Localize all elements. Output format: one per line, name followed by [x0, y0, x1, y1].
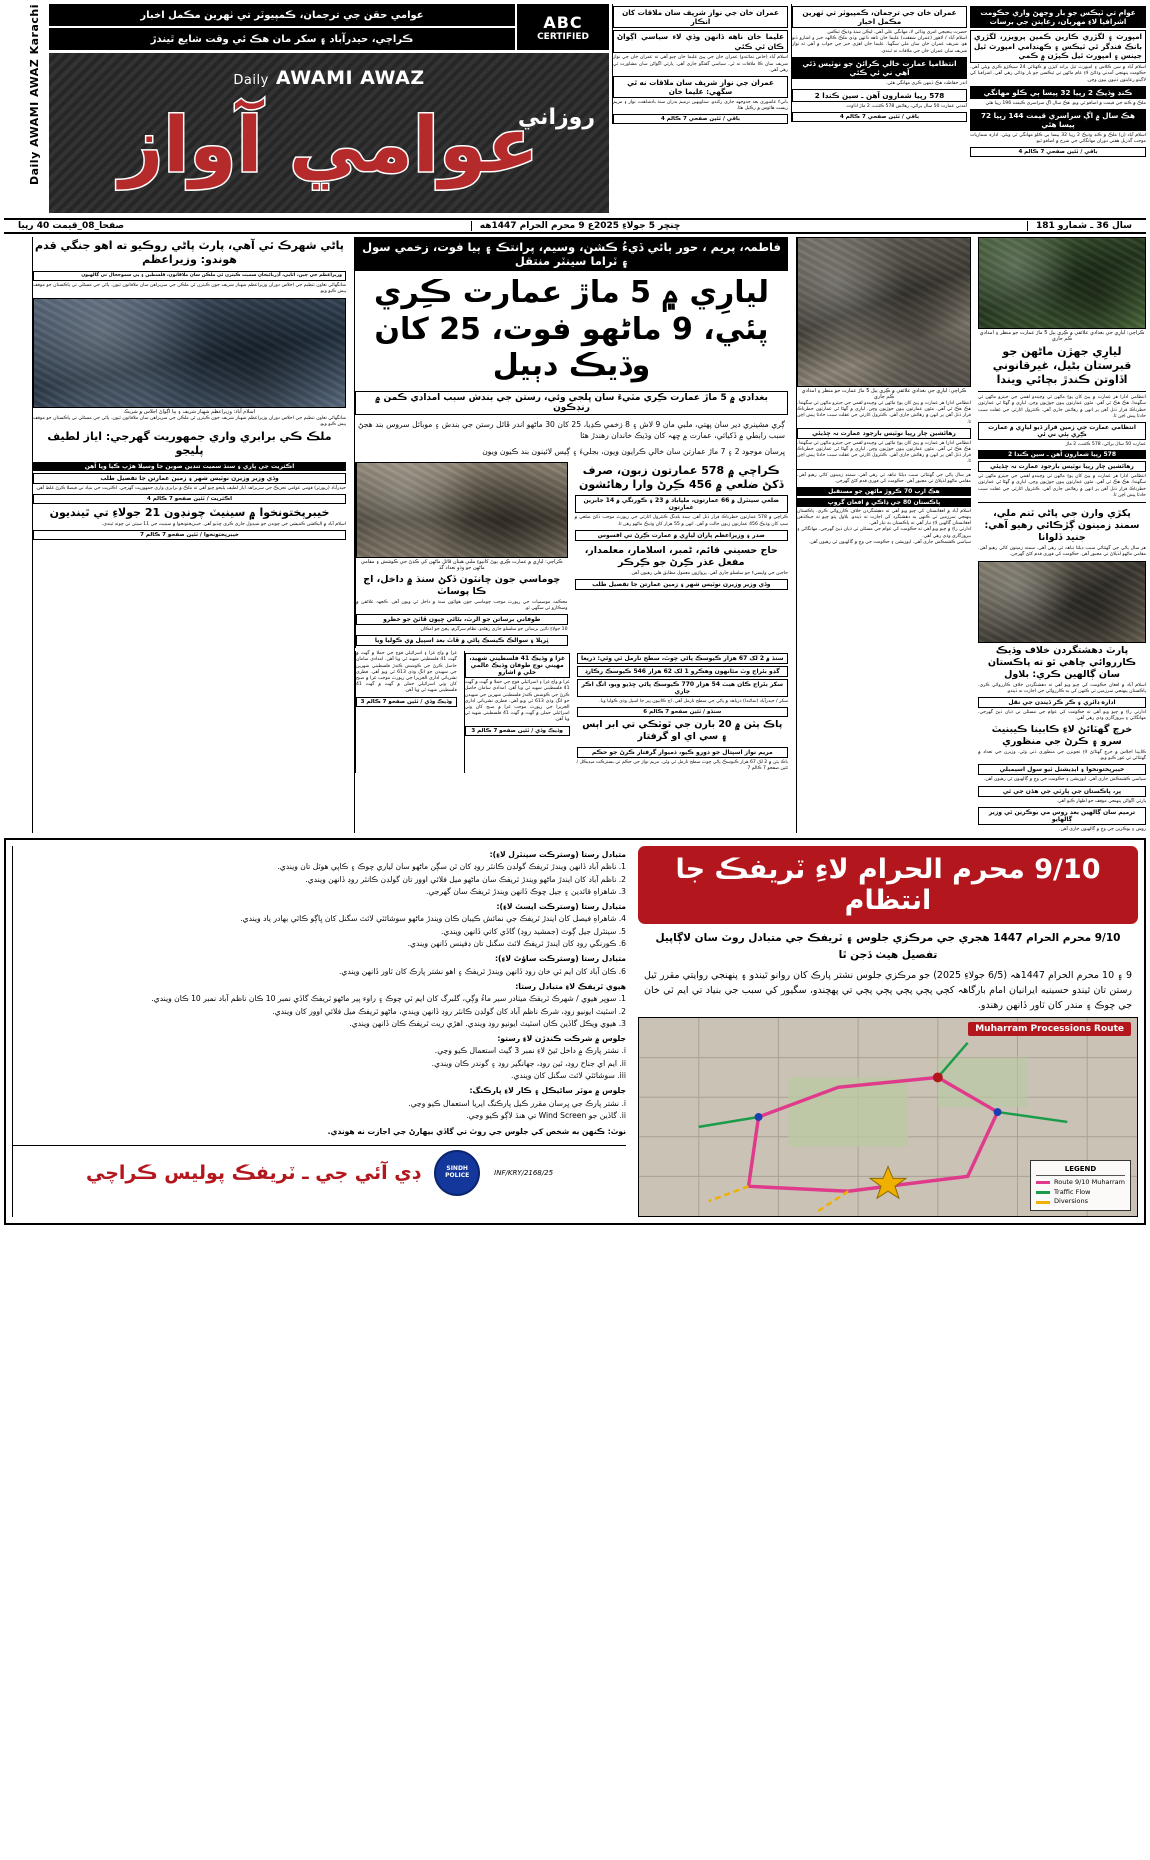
brief-body: اسلام آباد / لاهور (عمران شفقت) عليما خان ناهه ڏانهن وڏي ملڪ ڪالهہ خبر و اشارو ڏنو هو. شريف عمران خان سان ملي سگهيا. عليما خان اهڙي خبر جي جواب ۾ آهي ته نواز شريف سان عمران خان جي ملاقات نه ٿيندي. — [792, 36, 967, 54]
gaza-reference: وڌيڪ وڌي / ٽئين صفحو 7 ڪالم 3 — [465, 726, 570, 736]
brief-title: عمران خان جي نواز شريف سان ملاقات کان انڪار — [613, 6, 788, 28]
liari-bar-1: انتظامي عمارت جي زمين قرار ڏيو ليارِي ۾ عمارت ڪِري ٻئي ني ئي — [978, 422, 1146, 440]
traffic-note: نوٽ: ڪنهن به شخص کي جلوس جي روٽ تي گاڏي بيهارڻ جي اجازت نه هوندي. — [327, 1127, 626, 1137]
column-extra-body: هر سال پاڻي جي گهٽتائي سبب ڊيلٽا تباهہ ٿي رهي آهي. سمنڊ زمينون کائي رهيو آهي. مقامي ماڻهو لڏپلاڻ تي مجبور آهن. حڪومت کي فوري قدم کڻڻ گهرجن. — [797, 472, 971, 484]
mid-story-0-bar: صدر ۽ وزيراعظم پاران ليارِي ۾ عمارت ڪِرڻ تي افسوس — [575, 530, 789, 541]
water-gaza-row — [355, 651, 788, 772]
column-7-head: ترميم سان ڳالهين بعد روس مي يوڪرين ٿي وزير ڳالهايو — [978, 807, 1146, 825]
brief-title: عوام تي ٽيڪس جو بار وجهڻ واري حڪومت اشرافيا لاءِ مهربان، رعايتن جي برسات — [970, 6, 1146, 28]
traffic-section-5-title: جلوس ۾ موٽر سائيڪل ۽ ڪار لاءِ پارڪنگ: — [469, 1086, 626, 1096]
gaza-body: غزا ۾ واج غزا ۽ اسرائيلي فوج جي حملا ۾ گهٽ ۾ گهٽ 41 فلسطيني شهيد ٿي ويا آهن. امدادي سامان حاصل ڪرڻ جي ڪوشش ڪندڙ فلسطيني شهرين جي شهيدن جو انگ وڌي 613 ٿي ويو آهي. قطري نشرياتي اداري الجزيرا جي رپورٽ موجب غزا ۾ صبح کان وٺي اسرائيلي حملن ۾ گهٽ ۾ گهٽ 41 فلسطيني شهيد ٿي ويا آهن. — [464, 680, 570, 723]
header-brief-1 — [791, 4, 967, 122]
map-legend — [1030, 1160, 1131, 1211]
right-story-0-body-cont: شانگهائي تعاون تنظيم جي اجلاس دوران وزيراعظم شهباز شريف جون ڪيترن ئي ملڪن جي سربراهن سان ملاقاتون ٿيون. پاڻي جي مسئلي تي پاڪستان جو موقف پيش ڪيو ويو. — [33, 416, 346, 428]
header-brief-2 — [612, 4, 788, 124]
legend-swatch-diversions — [1036, 1201, 1050, 1204]
column-5-head: خيبرپختونخوا ۽ ايڊيشنل ٿيو سول اسيمبلي — [978, 764, 1146, 775]
brief-subtitle: حضرت ينجيجي امري وڏائي لا، مهانگي علي آهي. ليڪن سنڌ وڌيڪ ٽيڪس — [827, 30, 967, 35]
column-2-body: اسلام آباد ۾ افغان حڪومت کي چيو ويو آهي ته دهشتگردن خلاف ڪارروائي ڪري. پاڪستان پنهنجي سرزمين تي ڪنهن کي به ڪارروائي جي اجازت نه ڏيندو. — [978, 682, 1146, 694]
liari-notice-bar: رهائشين چار رپيا نوٽيس بارجود عمارت نہ ڇڏيئي — [797, 428, 971, 439]
traffic-section-2-title: متبادل رستا (وسترڪت ساؤٿ لاءِ): — [495, 954, 626, 964]
traffic-item: i. نشتر پارڪ ۾ داخل ٿيڻ لاءِ نمبر 3 گيٽ استعمال ڪيو وڃي. — [434, 1046, 626, 1056]
liari-notice-body: انتظامي ادارا هر عمارت ۾ ڀيڻ کان پوءِ ماڻهن ٿي وڃيندو لقمي جي جيترو ماڻهن ٿي سگهندا. هڪ هڪ ٿي آهي. مئون عمارتون پيون جوڙيون وڃن. ليارِي ۾ گهڻا ئي عمارتون خطرناڪ قرار ڏنل آهن پر انهن ۾ رهائش جاري آهي. ڪنٽرول اٿارٽي جي غفلت سبب حادثا پيش اچن ٿا. — [797, 440, 971, 465]
photo-greenery — [978, 237, 1146, 329]
right-story-1-bar: وڏي وزير وزيرن نوٽيس شهر ۽ زمين عمارتن جا تفصيل طلب — [33, 473, 346, 484]
mid-story-0-sub: ضلعي سينٽرل ۾ 66 عمارتون، ملياباد ۾ 23 ۽ ڪورنگي ۾ 14 جابرين عمارتون — [575, 495, 789, 513]
terror-bar-2: پاڪستان 80 جي ڍاڪي ۾ افغان گروپ — [797, 498, 971, 507]
masthead-english-title — [49, 67, 609, 89]
brief-body: اسلام آباد (خاص نمائندو) عمران خان جي ڀيڻ عليما خان چيو آهي ته عمران خان جي نواز شريف سان ڪا ملاقات نه ٿي. سياسي گفتگو جاري آهي. پارٽي اڳواڻن سان مشاورت ٿي رهي آهي. — [613, 55, 788, 73]
brief-subtitle: عليما خان ناهه ڏانهن وڏي لاء سياسي اڳواڻ ڪان ٿي ڪئي — [613, 30, 788, 53]
gaza-bar: غزا ۾ وڌيڪ 41 فلسطيني شهيد، مهيني نوج طوفان وڌيڪ عالمي خلي ۾ اشارو — [465, 653, 570, 678]
abc-certified-row — [49, 4, 609, 50]
column-6-body: پارٽي اڳواڻن پنهنجي موقف جو اظهار ڪيو آهي. — [1056, 798, 1146, 804]
right-story-1-reference: اڪثريت / ٽئين صفحو 7 ڪالم 4 — [33, 494, 346, 504]
right-story-2-body: اسلام آباد ۾ اليڪشن ڪميشن جي چوندن جو شيڊول جاري ڪري ڇڏيو آهي. خيبرپختونخوا ۾ سينيٽ جي 11 سيٽن تي چونڊ ٿيندي. — [101, 521, 346, 527]
right-story-1-body: حيدرآباد (رپورٽر) قومي عوامي تحريڪ جي سربراهہ اياز لطيف پليجو چيو آهي ته ملڪ ۾ برابري واري جمهوريت گهرجي. اڪثريت جي بنياد تي فيصلا ڪرڻ غلط آهن. — [35, 485, 346, 491]
water-bar-3: سکر بئراج ڪان هيٺ 54 هزار 770 ڪيوسڪ پاڻي ڇڏيو ويو، انگ اڪر جاري — [577, 679, 788, 697]
legend-label-diversions: Diversions — [1054, 1197, 1089, 1206]
gaza-extra-block — [355, 651, 460, 772]
year-issue: سال 36 ـ شمارو 181 — [1027, 221, 1140, 231]
date-bar — [4, 218, 1146, 234]
traffic-item: 3. شاهراهِ قائدين ۽ جيل چوڪ ڏانهن ويندڙ ٽريفڪ سان گهرجي. — [426, 886, 626, 896]
right-story-0-sub: وزيراعظم جي چين، اٿاپي، آذربائيجان سميت ڪيترن ئي ملڪن سان ملاقاتون، فلسطين ۽ ڀي سموجحال ني ڳالهيون — [33, 271, 346, 281]
traffic-banner: 9/10 محرم الحرام لاءِ ٽريفڪ جا انتظام — [638, 846, 1138, 924]
brief-body3: اسلام آباد (ن) ملڪ ۾ ڪنڊ وڌيڪ 2 رپيا 32 پيسا ٻي ڪلو مهانگي ٿي ويئي. ادارہ شماريات موجب گذريل هفتي دوران مهانگائي جي شرح ۾ اضافو ٿيو. — [970, 132, 1146, 145]
mid-story-2-head: چوماسي جون ڇانٽون ڏکڻ سنڌ ۾ داخل، اڄ ڪا پوساٽ — [363, 573, 561, 597]
column-5-repeat: سياسي ڪشمڪش جاري آهي. اپوزيشن ۽ حڪومت جي وچ ۾ ڳالهيون ٿي رهيون آهن. — [808, 539, 971, 545]
column-4-head: خرچ گهٽائڻ لاءِ ڪابينا ڪيبنيٽ سرو ۽ ڪرڻ جي منظوري — [991, 724, 1133, 748]
stars-decoration: ☆☆☆ — [53, 6, 94, 21]
traffic-item: 2. ناظم آباد کان ايندڙ ماڻهو ويندڙ ٽريفڪ سان ماڻهو ميل فلائي اوور تان گولڊن ڪانٽر روڊ ڏانهن ويندي. — [305, 874, 626, 884]
abc-certified-badge — [517, 4, 609, 50]
traffic-item: iii. سوشائٽي لائٽ سگنل کان ويندي. — [511, 1071, 626, 1081]
column-1-body: هر سال پاڻي جي گهٽتائي سبب ڊيلٽا تباهہ ٿي رهي آهي. سمنڊ زمينون کائي رهيو آهي. مقامي ماڻهو لڏپلاڻ تي مجبور آهن. حڪومت کي فوري قدم کڻڻ گهرجن. — [978, 545, 1146, 557]
traffic-item: 5. سينٽرل جيل ڳوٽ (جمشيد روڊ) گاڏي کاتي ڏانهن ويندي. — [440, 926, 626, 936]
brief-bar3: هڪ سال ۾ اڳ سراسري قيمت 144 رپيا 72 پيسا هئي — [970, 109, 1146, 131]
gaza-extra-body: غزا ۾ واج غزا ۽ اسرائيلي فوج جي حملا ۾ گهٽ ۾ گهٽ 41 فلسطيني شهيد ٿي ويا آهن. امدادي سامان حاصل ڪرڻ جي ڪوشش ڪندڙ فلسطيني شهرين جي شهيدن جو انگ وڌي 613 ٿي ويو آهي. قطري نشرياتي اداري الجزيرا جي رپورٽ موجب غزا ۾ صبح کان وٺي اسرائيلي حملن ۾ گهٽ ۾ گهٽ 41 فلسطيني شهيد ٿي ويا آهن. — [355, 651, 457, 694]
mid-story-0-head: ڪراچي ۾ 578 عمارتون زبون، صرف ڏکڻ ضلعي ۾ 456 ڪِرڻ وارا رهائشون — [578, 463, 784, 491]
main-content-grid — [4, 237, 1146, 833]
traffic-section-4-title: جلوس ۾ شرڪت ڪندڙن لاءِ رستو: — [497, 1034, 626, 1044]
lead-body-1: ڳري مشينري دير سان پهتي، ملبي مان 9 لاش ۽ 8 زخمي ڪڍيا، 25 کان 30 ماڻهو اندر ڦاٿل رستن جي بندش ۽ موبائل سروس بند هجڻ سبب رابطي ۾ ڏکيائي، عمارت ۾ ڇهہ کان وڌيڪ خاندان رهندڙ هئا — [358, 419, 785, 441]
masthead-name-en: AWAMI AWAZ — [275, 67, 425, 89]
traffic-section-3-title: هيوي ٽريفڪ لاءِ متبادل رستا: — [515, 981, 626, 991]
mid-story-2-sub: 10 جولاءِ تائين برساتن جو سلسلو جاري رهڻدو، نظام سرگرم، ڀڄڻ جو امڪان — [420, 627, 568, 633]
masthead-rozani: روزاني — [517, 105, 595, 130]
column-5-body: سياسي ڪشمڪش جاري آهي. اپوزيشن ۽ حڪومت جي وچ ۾ ڳالهيون ٿي رهيون آهن. — [983, 777, 1146, 783]
photo-caption: ڪراچي: ليارِي ۾ عمارت ڪِري پوڻ کانپوءِ ملبي هيٺان ڦاٿل ماڻهن کي ڪڍڻ جي ڪوشش ۽ مقامي ماڻهن جو وڏو تعداد گڏ — [360, 558, 563, 571]
brief-sub2: ملڪ ۾ ڪنڊ جي قيمت ۾ اضافو ٿي ويو. هڪ سال اڳ سراسري ڪيمت 196 رپيا هئي — [985, 100, 1146, 106]
liari-sub: عمارت 50 سال پراڻي، 578 ڪٽنب، 2 ماڙ — [1065, 442, 1146, 447]
tagline-1: عوامي حقن جي ترجمان، ڪمپيوٽر تي ٺهرين مڪمل اخبار — [49, 4, 515, 26]
masthead-daily-label: Daily — [233, 73, 269, 88]
traffic-right-panel — [12, 846, 632, 1217]
traffic-sections — [13, 849, 626, 1139]
column-2-head: پارٽ دهشتگردن خلاف وڌيڪ ڪارروائي چاهي ٿو ته پاڪستان سان ڳالهين ڪري: بلاول — [987, 644, 1137, 680]
mid-story-0-body: ڪراچي ۾ 578 عمارتون خطرناڪ قرار ڏنل آهن. سنڌ بلڊنگ ڪنٽرول اٿارٽي جي رپورٽ موجب ڏکڻ ضلعي ۾ سڀ کان وڌيڪ 456 عمارتون زبون حالت ۾ آهن. انهن ۾ 55 هزار کان وڌيڪ ماڻهو رهن ٿا. — [574, 515, 788, 527]
water-bar-1: سنڌ ۾ 2 لک 67 هزار ڪيوسڪ پاڻي چوٽ، سطح نارمل ٿي وئي: ذريعا — [577, 653, 788, 664]
legend-swatch-flow — [1036, 1191, 1050, 1194]
mid-story-1-body: حاجين جي واپسيءَ جو سلسلو جاري آهي. پروازون معمول مطابق هلي رهيون آهن. — [630, 570, 788, 576]
column-7-body: روس ۽ يوڪرين جي وچ ۾ ڳالهيون جاري آهن. — [1059, 826, 1146, 832]
liari-story-head: ليارِي جهڙن ماڻهن جو قبرستان بڻيل، غيرقانوني اڏاوتن ڪندڙ بچائي ويندا — [992, 345, 1132, 386]
traffic-left-panel — [638, 846, 1138, 1217]
legend-title: LEGEND — [1036, 1164, 1125, 1176]
right-column — [32, 237, 350, 833]
legend-item — [1036, 1188, 1125, 1198]
side-caption: Daily AWAMI AWAZ Karachi — [28, 4, 41, 186]
traffic-item: 1. سوپر هيوي / شهرڪ ٽريفڪ ميٺادر سير ماءُ وڳي، گلبرگ کان ايم ٽي چوڪ ۽ راوء پير ماڻهو ٽريفڪ گاڏي نمبر 10 ڪان ناظم آباد نمبر 10 ڪان ويندي. — [151, 994, 626, 1004]
traffic-item: i. نشتر پارڪ جي ڀرسان مقرر ڪيل پارڪنگ ايريا استعمال ڪيو وڃي. — [408, 1098, 626, 1108]
right-story-2-reference: خيبرپختونخوا / ٽئين صفحو 7 ڪالم 7 — [33, 530, 346, 540]
mid-story-1-bar: وڏي وزير وزيرن نوٽيس شهر ۽ زمين عمارتن جا تفصيل طلب — [575, 579, 789, 590]
traffic-item: 6. ڪورنگي روڊ کان ايندڙ ٽريفڪ لائٽ سگنل تان ڊفينس ڏانهن ويندي. — [407, 939, 626, 949]
brief-bar2: انتظاميا عمارت خالي ڪرائڻ جو نوٽيس ڏئي آهي ني ئي ڪئي — [792, 57, 967, 79]
water-reference: سنڌو / ٽئين صفحو 7 ڪالم 6 — [577, 707, 788, 717]
gaza-block — [464, 651, 573, 772]
column-3-repeat: ادارتي راءِ ۾ چيو ويو آهي ته حڪومت کي عوام جي مسئلن تي ڌيان ڏيڻ گهرجي. مهانگائي ۽ بيروزگاري وڌي رهي آهي. — [797, 527, 971, 539]
legend-swatch-route — [1036, 1181, 1050, 1184]
center-right-sub — [355, 462, 571, 648]
traffic-item: 2. اسٽيٽ ايونيو روڊ، شرڪ ناظم آباد کان گولڊن ڪانٽر روڊ ڏانهن ويندي، ماڻهو ٽريفڪ ميل فلائي اوور کان ويندي. — [272, 1006, 626, 1016]
column-3-head: اداره ڊائري ۽ ڪر ڪر ڏيندن جي نقل — [978, 697, 1146, 708]
lead-deck: بغدادي ۾ 5 ماڙ عمارت ڪِري مٽيءَ سان ڀلجي وئي، رستن جي بندش سبب امدادي ڪمن ۾ رنڊڪون — [355, 391, 788, 415]
traffic-section-1-title: متبادل رستا (وسترڪت ايسٽ لاءِ): — [496, 902, 626, 912]
mid-story-2-body: محڪمہ موسميات جي رپورٽ موجب چوماسي جون هوائون سنڌ ۾ داخل ٿي ويون آهن. ڪجهہ علائقن ۾ وسڪارو ٿي سگهي ٿو. — [356, 599, 568, 611]
liari-detail-body: انتظامي ادارا هر عمارت ۾ ڀيڻ کان پوءِ ماڻهن ٿي وڃيندو لقمي جي جيترو ماڻهن ٿي سگهندا. هڪ هڪ ٿي آهي. مئون عمارتون پيون جوڙيون وڃن. ليارِي ۾ گهڻا ئي عمارتون خطرناڪ قرار ڏنل آهن پر انهن ۾ رهائش جاري آهي. ڪنٽرول اٿارٽي جي غفلت سبب حادثا پيش اچن ٿا. — [797, 401, 971, 425]
mid-story-2-bar2: ٽِريلا ۽ سوالڪ ڪيسڪ پاڻي ۾ ڦاٽ بعد اسپيل ۾ي ڪوليا ويا — [356, 635, 568, 646]
terror-bar: هڪ ارب 70 ڪروڙ ماڻهن جو مستقبل — [797, 487, 971, 496]
column-3-body: ادارتي راءِ ۾ چيو ويو آهي ته حڪومت کي عوام جي مسئلن تي ڌيان ڏيڻ گهرجي. مهانگائي ۽ بيروزگاري وڌي رهي آهي. — [978, 709, 1146, 722]
sindh-police-badge-icon: SINDH POLICE — [434, 1150, 480, 1196]
traffic-item: 3. هيوي ويڪل گاڏين ڪان اسٽيٽ ايونيو روڊ ويندي. اهڙي ريت ٽريفڪ ڪان ڏانهن ويندي. — [349, 1018, 626, 1028]
traffic-plan-section — [4, 838, 1146, 1225]
traffic-item: 1. ناظم آباد ڏانهن ويندڙ ٽريفڪ گولڊن ڪانٽر روڊ کان ٽن سڳن ماڻهو سان لياري چوڪ ۽ ڪاپي هوٽل تان ويندي. — [277, 862, 626, 872]
water-block — [577, 651, 788, 772]
photo-caption: اسلام آباد: وزيراعظم شهباز شريف ۽ ٻيا اڳواڻ اجلاس ۾ شريڪ — [124, 409, 255, 416]
traffic-item: 6. ڪان آباد کان ايم ٽي خان روڊ ڏانهن ويندڙ ٽريفڪ ۽ اهو نشتر پارڪ کان ٽاور ڏانهن ويندي. — [338, 966, 626, 976]
divider — [797, 469, 971, 470]
legend-label-flow: Traffic Flow — [1054, 1187, 1091, 1196]
liari-body-extra: انتظامي ادارا هر عمارت ۾ ڀيڻ کان پوءِ ماڻهن ٿي وڃيندو لقمي جي جيترو ماڻهن ٿي سگهندا. هڪ هڪ ٿي آهي. مئون عمارتون پيون جوڙيون وڃن. ليارِي ۾ گهڻا ئي عمارتون خطرناڪ قرار ڏنل آهن پر انهن ۾ رهائش جاري آهي. ڪنٽرول اٿارٽي جي غفلت سبب حادثا پيش اچن ٿا. — [978, 474, 1146, 498]
divider — [978, 502, 1146, 503]
brief-reference: باقي / ٽئين صفحي 7 ڪالم 4 — [970, 147, 1146, 157]
masthead — [49, 4, 609, 213]
certified-label: CERTIFIED — [537, 31, 589, 42]
right-story-0-head: پاڻي شهرڪ ٿي آهي، پارٽ پاڻي روڪيو ته اهو جنگي قدم هوندو: وزيراعظم — [35, 239, 344, 266]
column-4-body: ڪابينا اجلاس ۾ خرچ گهٽائڻ لاءِ تجويزن جي منظوري ڏني وئي. وزيرن جي تعداد ۾ گهٽتائي تي غور ڪيو ويو. — [978, 750, 1146, 762]
map-title: Muharram Processions Route — [968, 1022, 1131, 1036]
police-authority-name: ڊي آئي جي ـ ٽريفڪ پوليس ڪراچي — [85, 1161, 421, 1184]
brief-reference: باقي / ٽئين صفحي 7 ڪالم 4 — [613, 114, 788, 124]
masthead-strip — [4, 4, 1146, 216]
photo-collapse-site — [797, 237, 971, 387]
masthead-name-sindhi: عوامي آواز — [119, 100, 539, 189]
brief-reference: باقي / ٽئين صفحي 7 ڪالم 4 — [792, 112, 967, 122]
brief-bar3: 578 رپيا شمارون آهن ـ سين ڪندا 2 — [792, 89, 967, 102]
traffic-item: 4. شاهراهِ فيصل کان ايندڙ ٽريفڪ جي نمائش ڪيبان ڪان ويندڙ ماڻهو سوشائٽي لائٽ سگنل کان ڀاڳو ڪاٽي بهادر ياد ويندي. — [240, 914, 626, 924]
inf-code: INF/KRY/2168/25 — [494, 1168, 554, 1177]
photo-rescue-crowd — [356, 462, 568, 558]
liari-bar-2: 578 رپيا شمارون آهن ـ سين ڪندا 2 — [978, 450, 1146, 459]
traffic-item: ii. گاڏين جو Wind Screen تي هنڌ لاڳو ڪيو وڃي. — [466, 1110, 626, 1120]
brief-bar2: عمران جي نواز شريف سان ملاقات نه ٿي سگهي: عليما خان — [613, 76, 788, 98]
brief-bar2: ڪنڊ وڌيڪ 2 رپيا 32 پيسا ٻي ڪلو مهانگي — [970, 86, 1146, 99]
photo-caption: ڪراچي: ليارِي جي بغدادي علائقي ۾ ڪِري پيل 5 ماڙ عمارت جو منظر ۽ امدادي ڪم جاري — [801, 388, 967, 400]
water-body: سکر / حيدرآباد (نمائندا) درياهہ ۾ پاڻي جي سطح نارمل آهي. اڄ ڪاٺيون ڀير جا اسپل وڌي ڪوليا ويا. — [599, 699, 788, 705]
procession-route-map[interactable] — [638, 1017, 1138, 1217]
second-column — [796, 237, 974, 833]
traffic-intro-2: 9 ۽ 10 محرم الحرام 1447هہ (6/5 جولاءِ 2025) جو مرڪزي جلوس نشتر پارڪ کان روانو ٿيندو ۽ پنهنجي روايتي مقرر ٿيل رستن تان ٿيندو حسينيه ايرانيان امام بارگاهہ کڄي پڄي پڄي پڄي پڄي تي پهچندو، سگيور کي سبب جي بنياد تي ايم ٽي خان جي چوڪ ۽ مندر کان ٽاور ڏانهن رهندو. — [644, 969, 1132, 1011]
right-story-1-head: ملڪ ڪي برابري واري جمهوريت گهرجي: اياز لطيف پليجو — [47, 430, 332, 458]
center-left-sub — [575, 462, 789, 648]
traffic-item: ii. ايم اي جناح روڊ، ٽين روڊ، جهانگير روڊ ۽ گوندر ڪان ويندي. — [431, 1058, 626, 1068]
brief-body: اسلام آباد ۾ سن ڪلاس ۽ امپورٽ ٿيل برانڊ کپڙن ۾ ڪهتائي 24 سيڪڙو ڪري ويئي آهي. حڪومت پنهنجي آمدني وڌائڻ لاءِ عام ماڻهن تي ٽيڪسن جو بار وڌائي رهي آهي. اشرافيا کي لاڳيتو رعايتون ڏنيون پيون وڃن. — [970, 65, 1146, 83]
lead-kicker: فاطمہ، پريم ، حور ٻائي ڏيءُ ڪشن، وسيم، پرانتڪ ۽ ٻيا فوت، زخمي سول ۽ ٽراما سينٽر منتقل — [355, 237, 788, 271]
pages-price: صفحا_08_قيمت 40 رپيا — [18, 221, 125, 231]
mid-story-1-head: حاج حسيني قائم، ٹمبر، اسلامار، معلمدار، مفعل عذر ڪِرڻ جو ڪِرڪر — [584, 544, 778, 568]
legend-label-route: Route 9/10 Muharram — [1054, 1177, 1125, 1186]
police-signature-strip — [13, 1145, 626, 1196]
mid-story-2-bar: طوفاني برساتن جو الرٽ، بڻائي ڇپون ڦاٽڻ جو خطرو — [356, 614, 568, 625]
brief-body3: آمدني عمارت 50 سال پراڻي، رهائش 578 ڪٽنب، 2 ماڙ اڏاوت. — [845, 103, 967, 109]
right-story-1-sub: اڪثريت جي ڀاري ۽ سنڌ سميت تندين صوبن جا وسيلا هڙپ ڪيا ويا آهن — [33, 462, 346, 471]
traffic-intro-1: 9/10 محرم الحرام 1447 هجري جي مرڪزي جلوس ۽ ٽريفڪ جي متبادل روٽ سان لاڳاپيل تفصيل هيٺ ڏجن ٿا — [655, 932, 1121, 961]
right-story-0-body: شانگهائي تعاون تنظيم جي اجلاس دوران وزيراعظم شهباز شريف جون ڪيترن ئي ملڪن جي سربراهن سان ملاقاتون ٿيون. پاڻي جي مسئلي تي پاڪستان جو موقف پيش ڪيو ويو. — [33, 282, 346, 294]
left-column — [978, 237, 1146, 833]
center-subgrid — [355, 462, 788, 648]
photo-summit-meeting — [33, 298, 346, 408]
liari-story-body: انتظامي ادارا هر عمارت ۾ ڀيڻ کان پوءِ ماڻهن ٿي وڃيندو لقمي جي جيترو ماڻهن ٿي سگهندا. هڪ هڪ ٿي آهي. مئون عمارتون پيون جوڙيون وڃن. ليارِي ۾ گهڻا ئي عمارتون خطرناڪ قرار ڏنل آهن پر انهن ۾ رهائش جاري آهي. ڪنٽرول اٿارٽي جي غفلت سبب حادثا پيش اچن ٿا. — [978, 395, 1146, 419]
tagline-2: ڪراچي، حيدرآباد ۽ سکر مان هڪ ئي وقت شايع ٿيندڙ — [49, 28, 515, 50]
lead-body-2: ڀرسان موجود 2 ۽ 7 ماڙ عمارتن سان خالي ڪرايون ويون، بجليءَ ۽ ڳيس لائينون بند ڪيون ويون — [482, 446, 785, 456]
brief-sub2: اندر حفاظت هڪ ڏينهن ڪري مهانگي هئي. — [885, 80, 967, 86]
water-bar-4: پاڪ ٻٽن ۾ 20 بارن جي ٿوٽڪي تي ابر اٻس ۽ سي اي او گرفتار — [582, 719, 783, 743]
brief-subtitle: امپورٽ ۽ لگژري ڪارين ڪمين پرويزر، لگژري بانڪ فنڊگر ٿي ٽيڪس ۽ ڪهنڊامي امپورٽ ٿيل جينس ۽ امپورٽ ٿيل ڪپڙن ۾ ڪمي — [970, 30, 1146, 63]
legend-item — [1036, 1178, 1125, 1188]
water-body-2: باڪ ٻٽن ۾ 2 لک 67 هزار ڪيوسڪ پاڻي چوٽ سطح نارمل ٿي وئي. مريم نواز جي حڪم تي بسترڪت ميڊيڪل / ٽئين صفحو 7 ڪالم 7 — [576, 760, 789, 772]
right-story-2-head: خيبرپختونخوا ۾ سينيٽ چونڊون 21 جولاءِ تي ٿينديون — [49, 506, 330, 520]
brief-title: عمران خان جي ترجمان، ڪمپيوٽر تي ٺهرين مڪمل اخبار — [792, 6, 967, 28]
gaza-extra-reference: وڌيڪ وڌي / ٽئين صفحو 7 ڪالم 3 — [356, 697, 457, 707]
header-brief-0 — [970, 4, 1146, 157]
terror-body: اسلام آباد ۾ افغانستان کي چيو ويو آهي ته دهشتگردن خلاف ڪارروائي ڪري. پاڪستان پنهنجي سرزمين تي ڪنهن به دهشتگرد کي اجازت نه ڏيندو. بلاول ڀٽو چيو ته جيڪڏهن افغانستان ڳالهين لاءِ تيار آهي ته پاڪستان به تيار آهي. — [797, 508, 971, 527]
tagline-block — [49, 4, 515, 50]
column-1-head: پکڙي وارن جي پاڻي ٽنم ملي، سمنڊ زمينون ڳڙڪائي رهيو آهي: جنيد ڏلوانا — [984, 507, 1140, 543]
photo-press-conference — [978, 561, 1146, 643]
liari-bar-3: رهائشين چار رپيا نوٽيس بارجود عمارت نہ ڇڏيئي — [978, 461, 1146, 472]
column-6-head: پر، پاڪستان جي پارٽي جي هڏن جي ٿي — [978, 786, 1146, 797]
water-bar-2: گڊو بئراج وٽ مٿانهون وهڪرو 1 لک 62 هزار 546 ڪيوسڪ رڪارڊ — [577, 666, 788, 677]
brief-body2: بانيءَ عاشوري بعد جدوجهد جاري رکندو. ستاويهين ترميم بدران سنڌ بادشاهت، نواز ۽ مريم ريسٽ هائوس ۾ رڪيل هئا. — [613, 100, 788, 112]
water-bar-5: مريم نواز اسپتال جو دورو ڪيو، ذميوار گرفتار ڪرڻ جو حڪم — [577, 747, 788, 758]
lead-headline: ليارِي ۾ 5 ماڙ عمارت ڪِري پئي، 9 ماڻهو فوت، 25 کان وڌيڪ دٻيل — [374, 275, 769, 384]
divider — [978, 391, 1146, 392]
publication-date: ڇنڇر 5 جولاءِ 2025ع 9 محرم الحرام 1447هه — [471, 221, 689, 231]
abc-label: ABC — [543, 12, 583, 32]
masthead-logo — [49, 53, 609, 213]
traffic-section-0-title: متبادل رستا (وسترڪت سينٽرل لاءِ): — [489, 850, 626, 859]
photo-caption: ڪراچي: ليارِي جي بغدادي علائقي ۾ ڪِري پيل 5 ماڙ عمارت جو منظر ۽ امدادي ڪم جاري — [979, 330, 1145, 342]
center-column — [354, 237, 792, 833]
legend-item — [1036, 1197, 1125, 1207]
